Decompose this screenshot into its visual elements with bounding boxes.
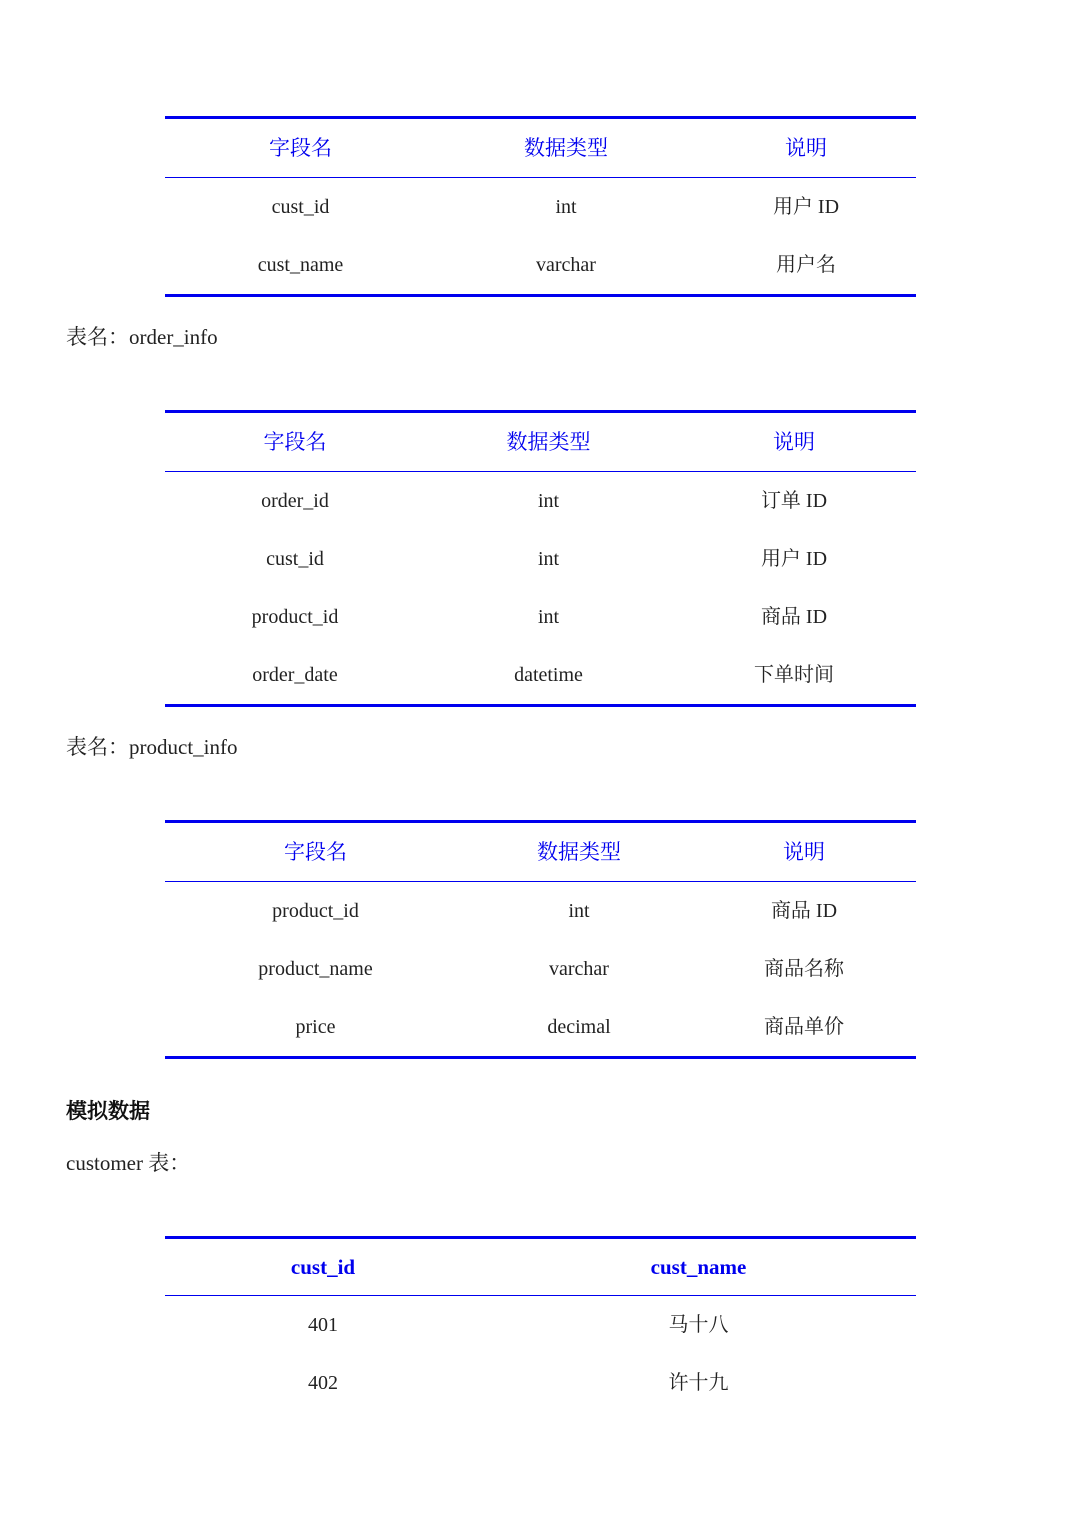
cell-desc: 用户 ID <box>760 548 828 570</box>
cell-cust-name: 许十九 <box>668 1372 729 1394</box>
table-row <box>165 1354 916 1412</box>
caption-order-info: 表名：order_info <box>66 325 218 349</box>
cell-field: product_id <box>251 606 339 628</box>
cell-desc: 订单 ID <box>760 490 828 512</box>
table-header-row <box>165 119 916 177</box>
cell-desc: 商品 ID <box>770 900 838 922</box>
cell-desc: 商品名称 <box>764 958 844 980</box>
cell-cust-name: 马十八 <box>668 1314 729 1336</box>
table-row <box>165 1296 916 1354</box>
table-row <box>165 998 916 1056</box>
table-row <box>165 882 916 940</box>
cell-type: varchar <box>549 958 609 980</box>
table-header-row <box>165 413 916 471</box>
header-description: 说明 <box>773 429 815 454</box>
table-row <box>165 472 916 530</box>
order-info-table <box>165 410 916 707</box>
table-row <box>165 940 916 998</box>
cell-type: int <box>555 196 577 218</box>
cell-cust-id: 402 <box>308 1372 338 1394</box>
table-header-row <box>165 1239 916 1295</box>
cell-type: int <box>537 606 560 628</box>
cell-desc: 商品 ID <box>760 606 828 628</box>
customer-data-table <box>165 1236 916 1412</box>
cell-desc: 下单时间 <box>754 664 834 686</box>
table-row <box>165 646 916 704</box>
cell-field: cust_id <box>266 548 324 570</box>
table-bottom-rule <box>165 704 916 707</box>
header-field-name: 字段名 <box>263 429 327 454</box>
section-title-mock-data: 模拟数据 <box>66 1100 150 1123</box>
header-data-type: 数据类型 <box>537 839 621 864</box>
product-info-table <box>165 820 916 1059</box>
header-description: 说明 <box>783 839 825 864</box>
cell-desc: 用户名 <box>776 254 836 276</box>
table-row <box>165 236 916 294</box>
cell-type: decimal <box>547 1016 611 1038</box>
header-field-name: 字段名 <box>269 135 332 160</box>
table-bottom-rule <box>165 1056 916 1059</box>
header-data-type: 数据类型 <box>506 429 591 454</box>
cell-field: cust_name <box>257 254 344 276</box>
cell-type: int <box>568 900 590 922</box>
cell-field: product_id <box>272 900 359 922</box>
cell-desc: 用户 ID <box>772 196 840 218</box>
cell-desc: 商品单价 <box>764 1016 844 1038</box>
table-row <box>165 530 916 588</box>
table-header-row <box>165 823 916 881</box>
header-field-name: 字段名 <box>284 839 347 864</box>
header-cust-name: cust_name <box>650 1254 747 1279</box>
header-description: 说明 <box>785 135 827 160</box>
header-data-type: 数据类型 <box>524 135 608 160</box>
cell-field: order_date <box>252 664 338 686</box>
table-row <box>165 588 916 646</box>
table-bottom-rule <box>165 294 916 297</box>
cell-type: int <box>537 490 560 512</box>
cell-type: int <box>537 548 560 570</box>
caption-product-info: 表名：product_info <box>66 735 238 759</box>
caption-customer: customer 表： <box>66 1151 191 1175</box>
header-cust-id: cust_id <box>290 1254 356 1279</box>
cell-field: order_id <box>261 490 329 512</box>
cell-field: cust_id <box>271 196 330 218</box>
cell-field: product_name <box>258 958 373 980</box>
cell-field: price <box>295 1016 336 1038</box>
cell-type: datetime <box>514 664 583 686</box>
customer-schema-table <box>165 116 916 297</box>
table-row <box>165 178 916 236</box>
cell-cust-id: 401 <box>308 1314 338 1336</box>
cell-type: varchar <box>536 254 596 276</box>
